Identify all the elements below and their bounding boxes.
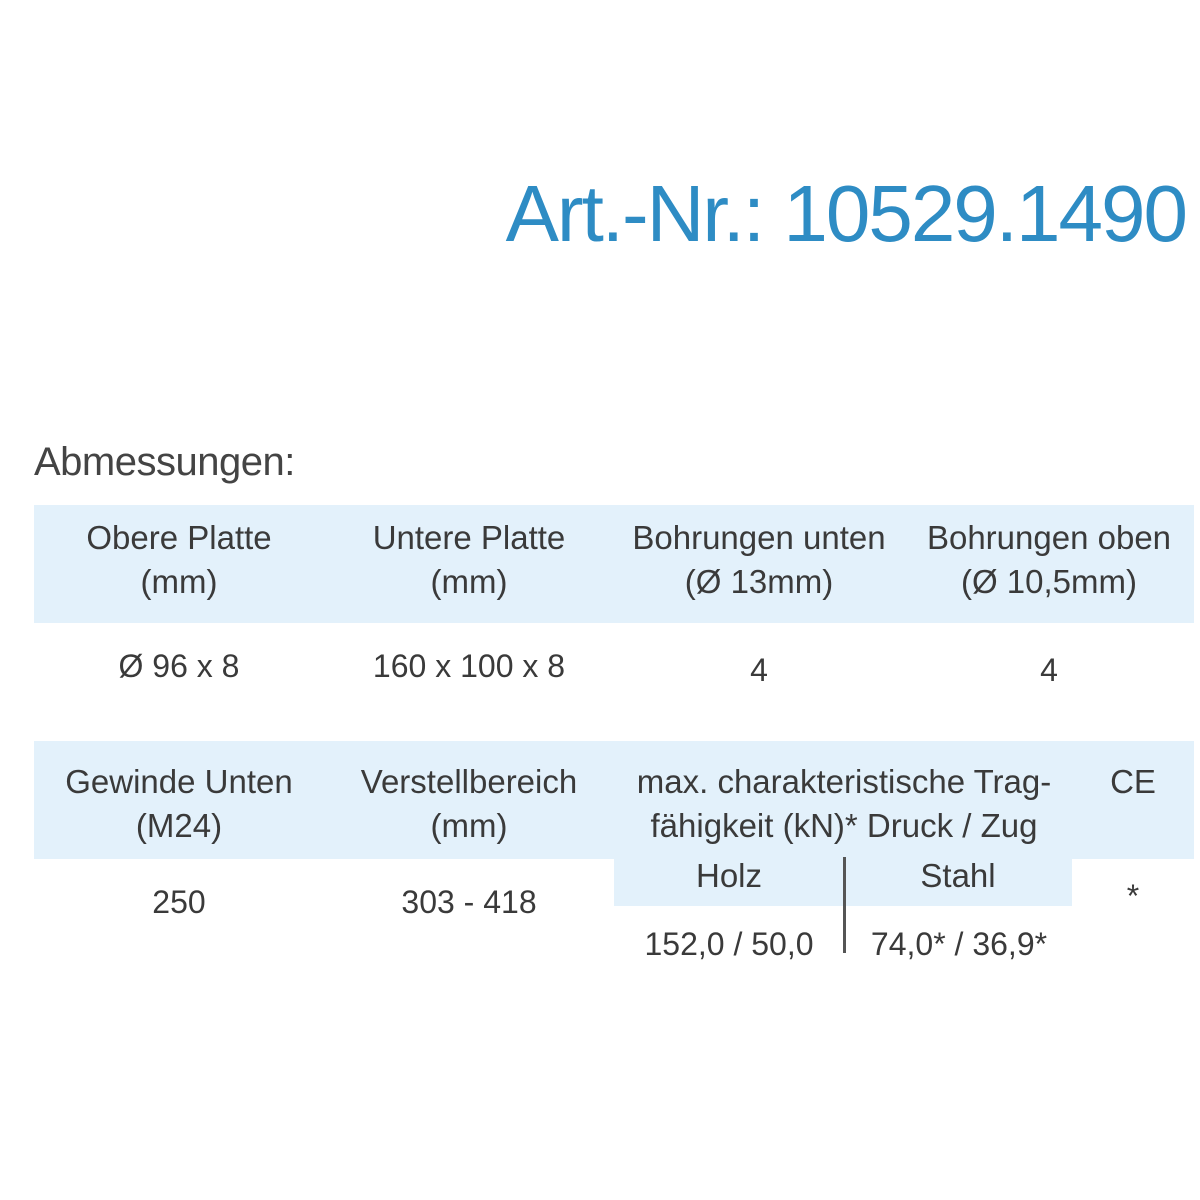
header-line: (Ø 13mm) xyxy=(684,563,834,600)
table2-value-holz: 152,0 / 50,0 xyxy=(644,926,814,962)
header-line: Obere Platte xyxy=(86,519,272,556)
table1-header-bohrungen-unten xyxy=(614,516,904,604)
table1-header-bohrungen-oben xyxy=(904,516,1194,604)
header-line: (mm) xyxy=(430,807,508,844)
header-line: Untere Platte xyxy=(372,519,566,556)
header-line: (mm) xyxy=(430,563,508,600)
table2-value-verstellbereich: 303 - 418 xyxy=(401,884,537,920)
header-line: Bohrungen unten xyxy=(632,519,886,556)
header-line: (Ø 10,5mm) xyxy=(960,563,1138,600)
header-line: (mm) xyxy=(140,563,218,600)
table1-value-untere-platte: 160 x 100 x 8 xyxy=(372,648,566,684)
article-number: Art.-Nr.: 10529.1490 xyxy=(505,169,1186,258)
table1-value-bohrungen-unten: 4 xyxy=(750,652,768,688)
header-line: Verstellbereich xyxy=(360,763,578,800)
table2-value-gewinde-unten: 250 xyxy=(152,884,206,920)
table2-header-gewinde-unten xyxy=(34,760,324,848)
table2-subheader-holz: Holz xyxy=(695,857,763,894)
header-line: fähigkeit (kN)* Druck / Zug xyxy=(650,807,1038,844)
header-line: (M24) xyxy=(135,807,223,844)
table2-subheader-stahl: Stahl xyxy=(920,857,996,894)
table2-header-tragfaehigkeit xyxy=(604,760,1084,848)
section-title: Abmessungen: xyxy=(34,440,295,484)
header-line: Gewinde Unten xyxy=(65,763,293,800)
header-line: max. charakteristische Trag- xyxy=(636,763,1052,800)
table2-header-ce xyxy=(1072,760,1194,804)
table2-value-ce: * xyxy=(1126,878,1140,914)
table2-value-stahl: 74,0* / 36,9* xyxy=(870,926,1048,962)
header-line: Bohrungen oben xyxy=(926,519,1172,556)
table1-header-untere-platte xyxy=(324,516,614,604)
table1-value-bohrungen-oben: 4 xyxy=(1040,652,1058,688)
table1-header-obere-platte xyxy=(34,516,324,604)
table2-header-verstellbereich xyxy=(324,760,614,848)
header-line: CE xyxy=(1110,763,1156,800)
table1-value-obere-platte: Ø 96 x 8 xyxy=(118,648,240,684)
